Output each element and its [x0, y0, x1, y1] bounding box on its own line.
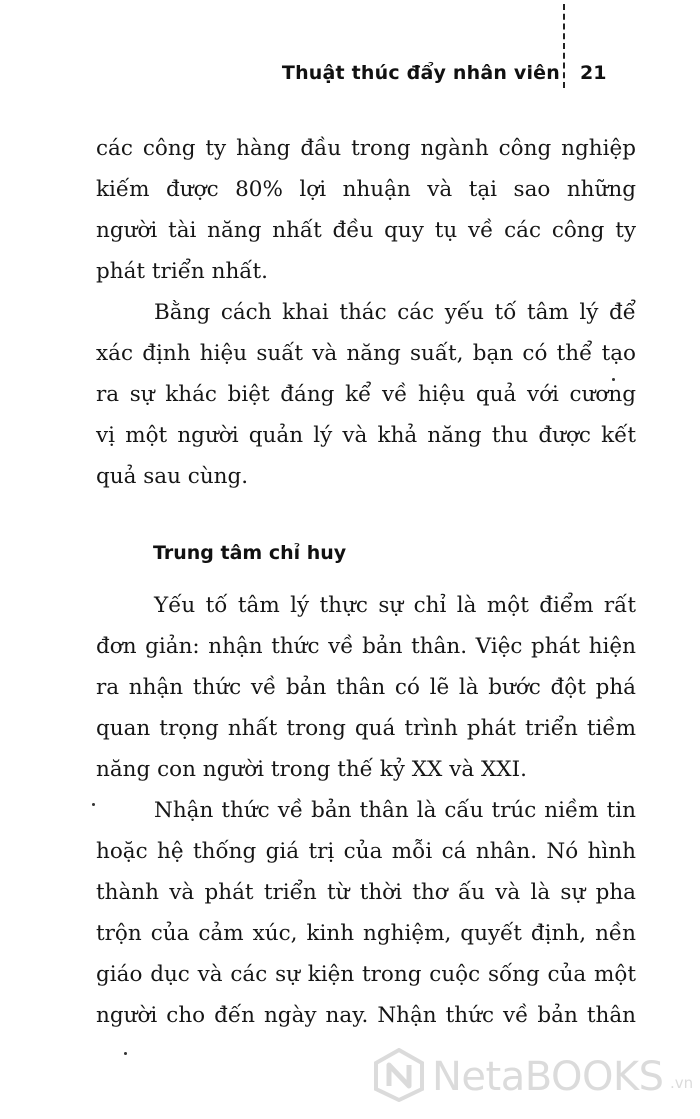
text-line: quả sau cùng. — [96, 464, 249, 489]
paragraph-3 — [96, 585, 636, 790]
page-header — [0, 56, 700, 96]
speck-mark — [92, 803, 95, 806]
text-line: ra nhận thức về bản thân có lẽ là bước đột phá — [96, 675, 636, 700]
watermark-suffix: .vn — [670, 1074, 694, 1092]
text-line: các công ty hàng đầu trong ngành công nghiệp — [96, 136, 636, 161]
header-divider — [563, 4, 565, 88]
text-line: ra sự khác biệt đáng kể về hiệu quả với cương — [96, 382, 636, 407]
neta-logo-icon — [372, 1048, 426, 1102]
text-line: hoặc hệ thống giá trị của mỗi cá nhân. Nó hình — [96, 839, 636, 864]
text-line: thành và phát triển từ thời thơ ấu và là sự pha — [96, 880, 636, 905]
watermark-brand: NetaBOOKS — [432, 1054, 664, 1100]
paragraph-4 — [96, 790, 636, 1036]
text-line: người cho đến ngày nay. Nhận thức về bản thân — [96, 1003, 636, 1028]
text-line: trộn của cảm xúc, kinh nghiệm, quyết định, nền — [96, 921, 636, 946]
page-body — [96, 128, 636, 1036]
text-line: xác định hiệu suất và năng suất, bạn có thể tạo — [96, 341, 636, 366]
text-line: người tài năng nhất đều quy tụ về các công ty — [96, 218, 636, 243]
speck-mark — [612, 378, 615, 381]
text-line: đơn giản: nhận thức về bản thân. Việc phát hiện — [96, 634, 636, 659]
speck-mark — [124, 1052, 127, 1055]
paragraph-2 — [96, 292, 636, 497]
section-heading: Trung tâm chỉ huy — [153, 542, 347, 564]
text-line: phát triển nhất. — [96, 259, 268, 284]
text-line: kiếm được 80% lợi nhuận và tại sao những — [96, 177, 636, 202]
text-line: Nhận thức về bản thân là cấu trúc niềm tin — [154, 798, 636, 823]
text-line: Bằng cách khai thác các yếu tố tâm lý để — [154, 300, 636, 325]
page-number: 21 — [580, 62, 607, 84]
watermark — [372, 1046, 692, 1106]
text-line: Yếu tố tâm lý thực sự chỉ là một điểm rất — [154, 593, 636, 618]
text-line: vị một người quản lý và khả năng thu được kết — [96, 423, 636, 448]
text-line: năng con người trong thế kỷ XX và XXI. — [96, 757, 527, 782]
text-line: quan trọng nhất trong quá trình phát triển tiềm — [96, 716, 636, 741]
running-title: Thuật thúc đẩy nhân viên — [281, 62, 560, 84]
paragraph-1 — [96, 128, 636, 292]
text-line: giáo dục và các sự kiện trong cuộc sống của một — [96, 962, 636, 987]
